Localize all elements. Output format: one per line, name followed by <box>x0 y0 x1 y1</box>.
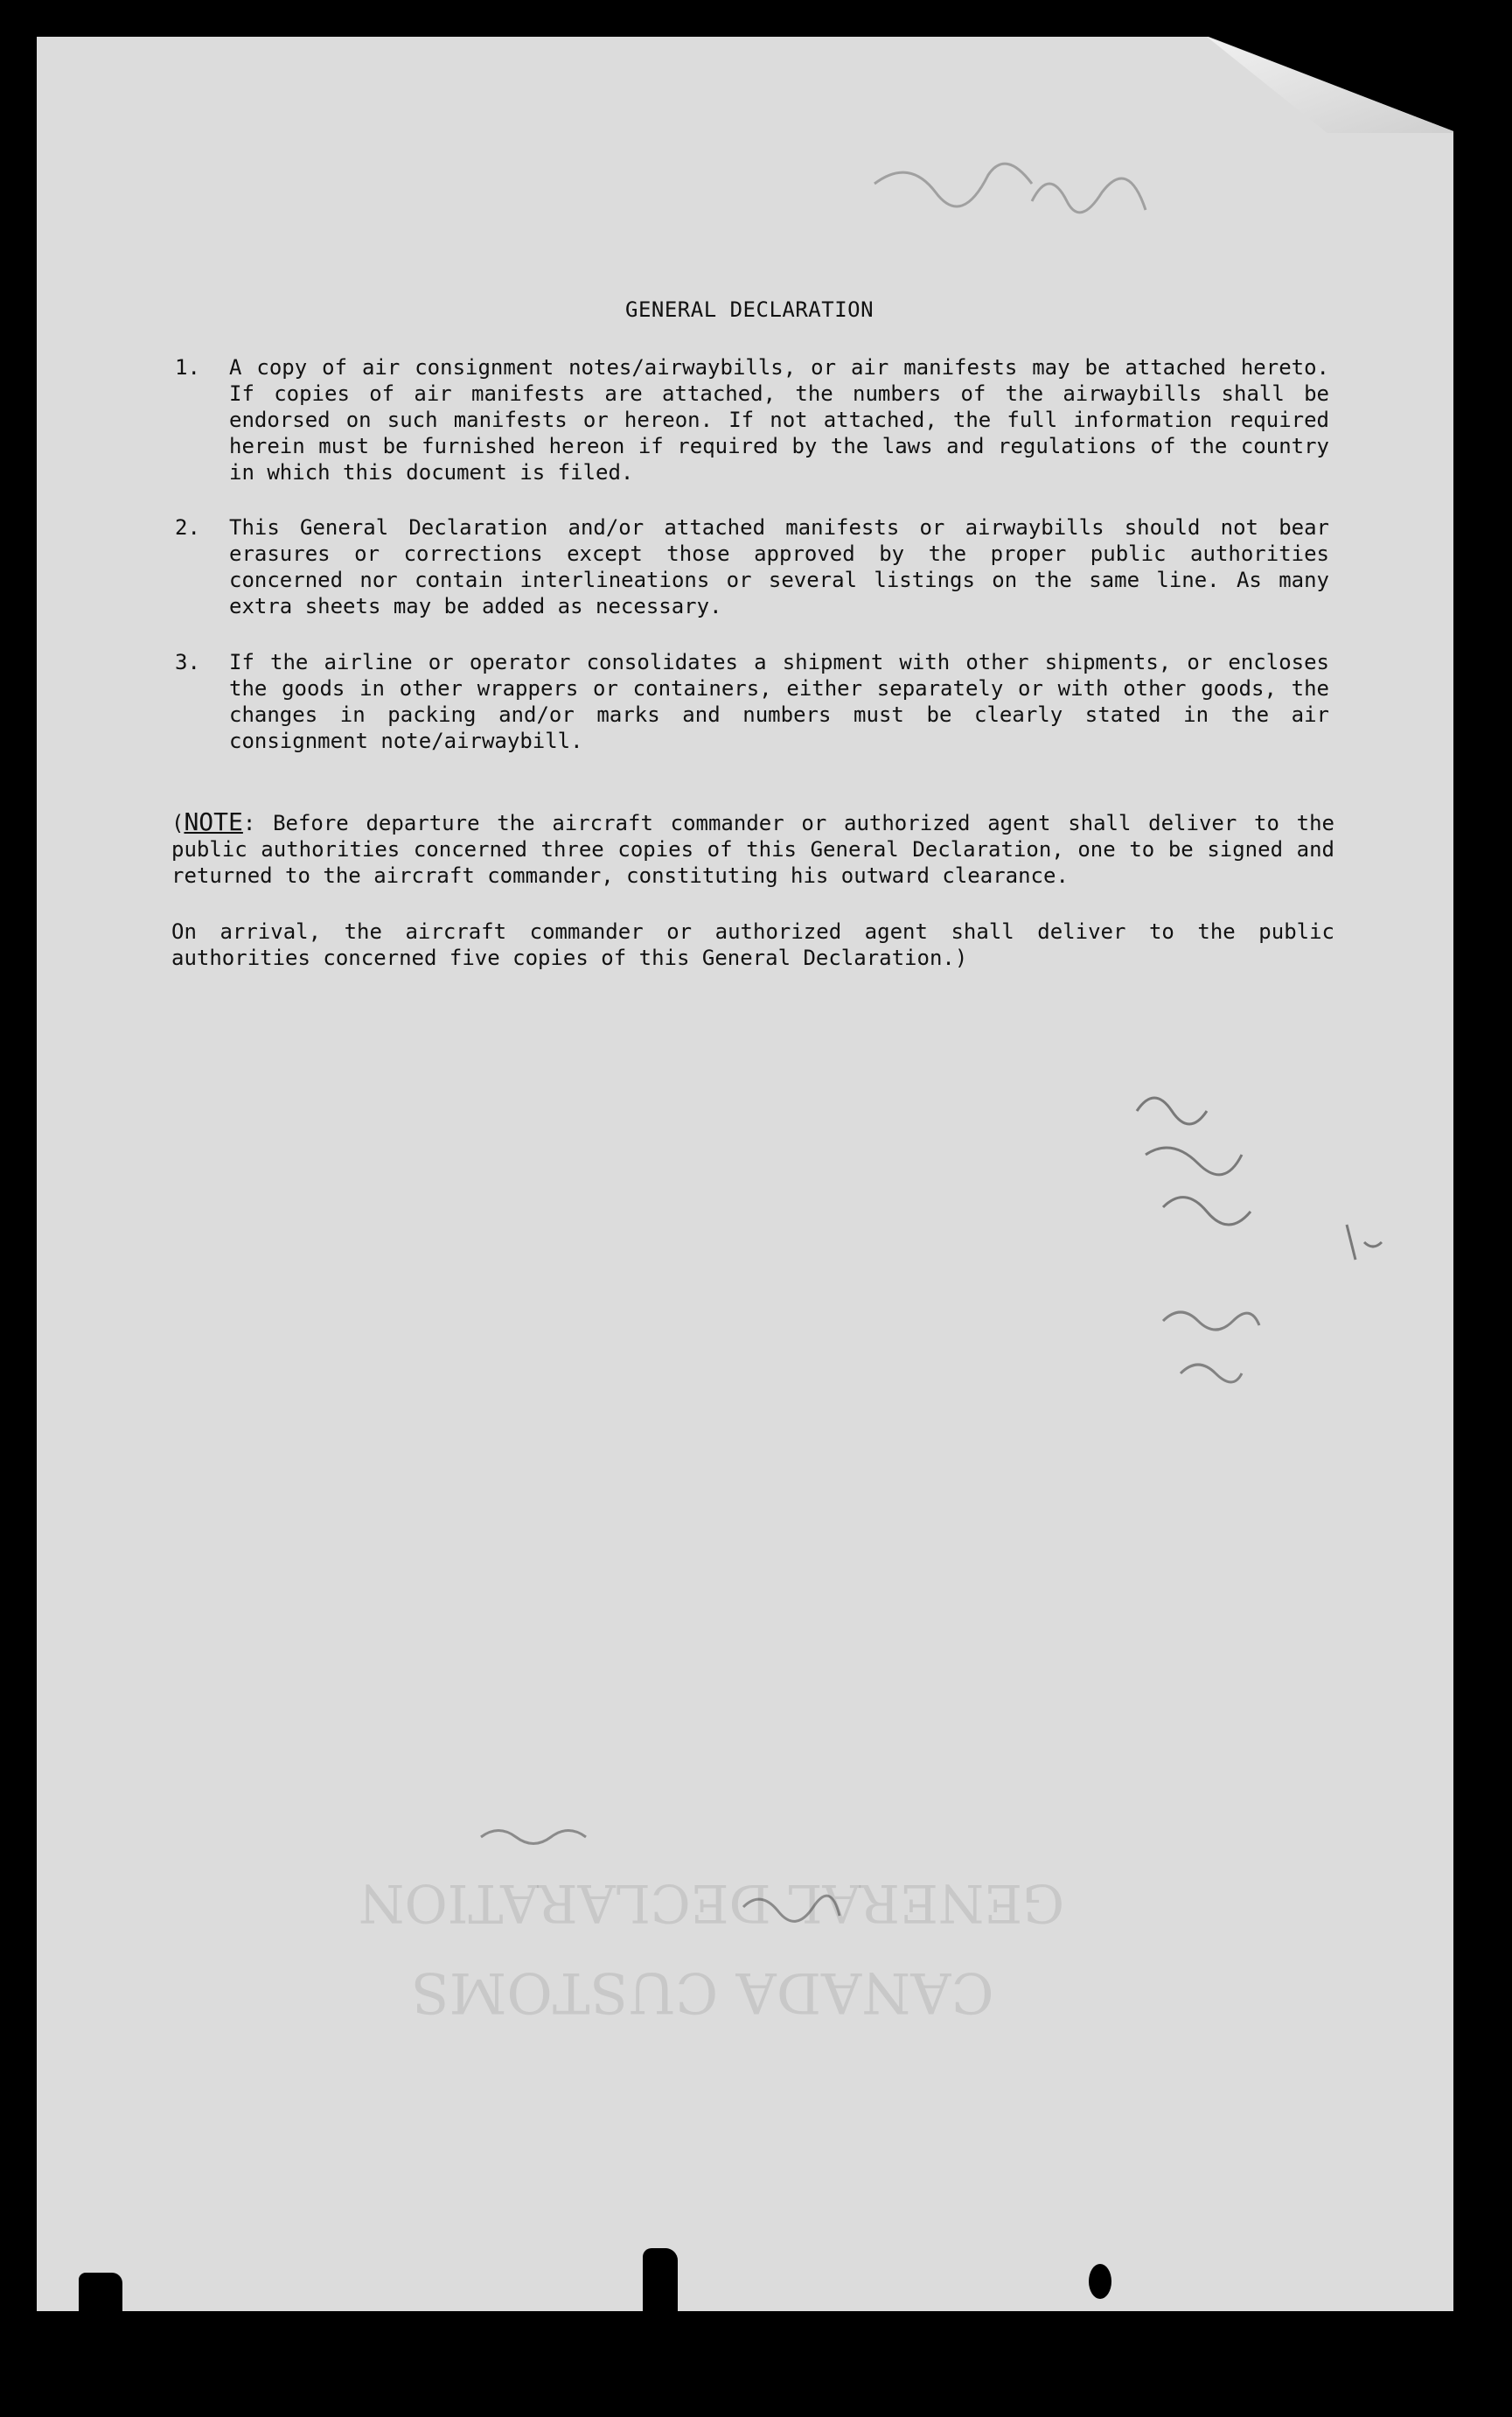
note-colon: : <box>242 811 256 835</box>
bleedthrough-subheading: GENERAL DECLARATION <box>359 1872 1065 1933</box>
item-number: 3. <box>175 650 200 674</box>
item-text: This General Declaration and/or attached manifests or airwaybills should not bear erasures or corrections except those approved by the proper public authorities concerned nor contain interlineations or several listings on the same line. As many extra sheets may be added as necessary. <box>229 515 1329 618</box>
edge-damage <box>1089 2264 1111 2299</box>
arrival-note: On arrival, the aircraft commander or authorized agent shall deliver to the public authorities concerned five copies of this General Declaration.) <box>171 919 1334 970</box>
departure-note <box>171 809 1334 889</box>
note-text: Before departure the aircraft commander or authorized agent shall deliver to the public authorities concerned three copies of this General Declaration, one to be signed and returned to the aircraft commander, constituting his outward clearance. <box>171 811 1334 888</box>
list-item <box>175 514 1329 619</box>
item-text: A copy of air consignment notes/airwaybills, or air manifests may be attached hereto. If copies of air manifests are attached, the numbers of the airwaybills shall be endorsed on such manifests or hereon. If not attached, the full information required herein must be furnished hereon if required by the laws and regulations of the country in which this document is filed. <box>229 355 1329 485</box>
note-label: NOTE <box>184 807 243 836</box>
list-item <box>175 649 1329 754</box>
item-number: 2. <box>175 515 200 540</box>
note-open-paren: ( <box>171 811 185 835</box>
item-text: If the airline or operator consolidates a shipment with other shipments, or encloses the goods in other wrappers or containers, either separately or with other goods, the changes in packing and/or marks and numbers must be clearly stated in the air consignment note/airwaybill. <box>229 650 1329 753</box>
page-title: GENERAL DECLARATION <box>625 297 874 322</box>
bleedthrough-heading: CANADA CUSTOMS <box>411 1959 994 2024</box>
list-item <box>175 354 1329 485</box>
edge-damage <box>79 2273 122 2315</box>
item-number: 1. <box>175 355 200 380</box>
edge-damage <box>643 2248 678 2315</box>
